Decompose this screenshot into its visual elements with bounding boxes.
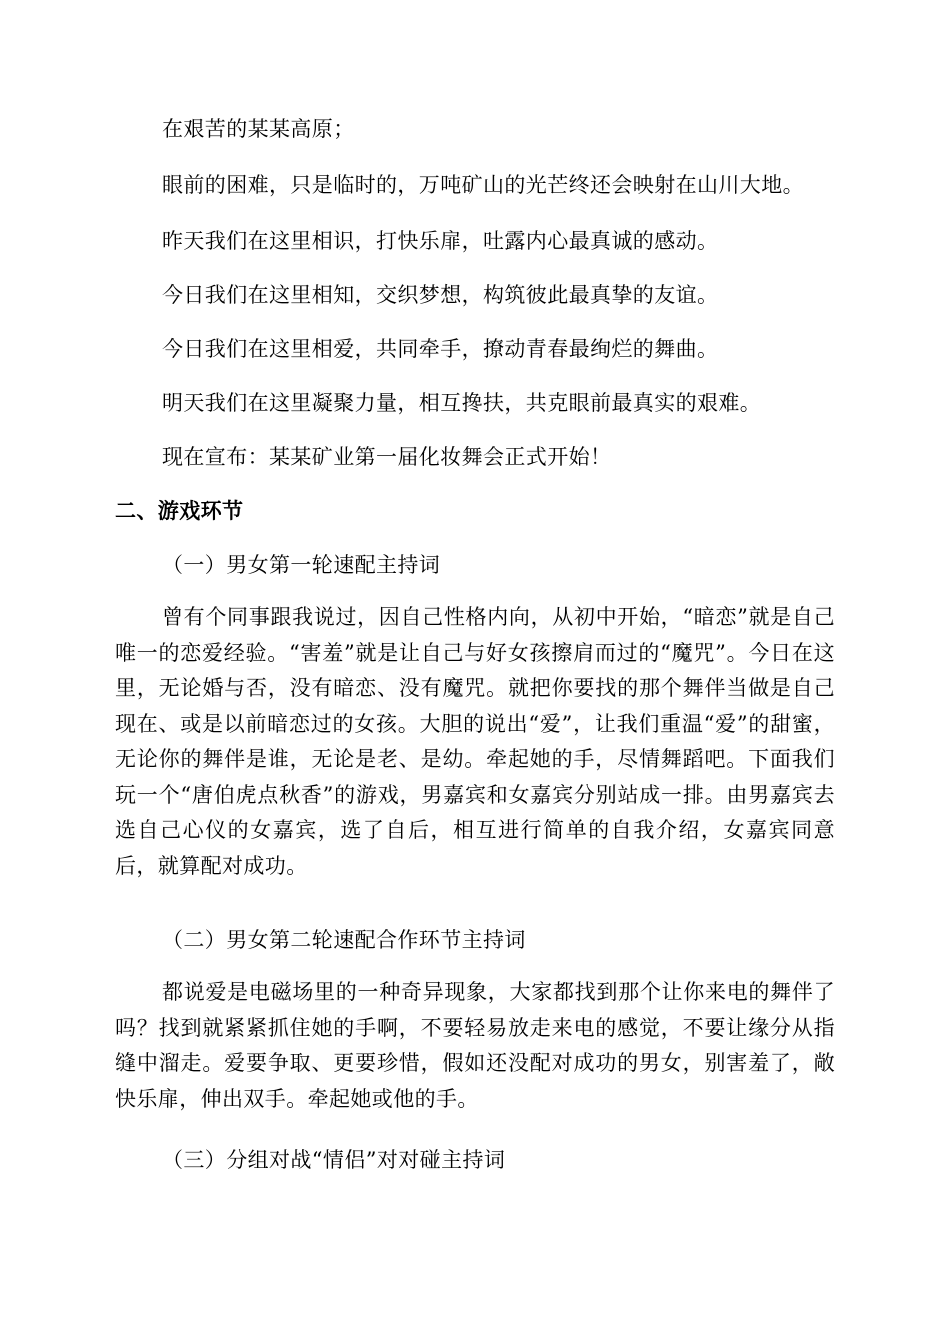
text-line-2: 眼前的困难，只是临时的，万吨矿山的光芒终还会映射在山川大地。: [162, 173, 804, 197]
text-line-1: 在艰苦的某某高原；: [162, 117, 355, 141]
paragraph-1: 曾有个同事跟我说过，因自己性格内向，从初中开始，“暗恋”就是自己唯一的恋爱经验。“害羞”就是让自己与好女孩擦肩而过的“魔咒”。今日在这里，无论婚与否，没有暗恋、没有魔咒。就把你要找的那个舞伴当做是自己现在、或是以前暗恋过的女孩。大胆的说出“爱”，让我们重温“爱”的甜蜜，无论你的舞伴是谁，无论是老、是幼。牵起她的手，尽情舞蹈吧。下面我们玩一个“唐伯虎点秋香”的游戏，男嘉宾和女嘉宾分别站成一排。由男嘉宾去选自己心仪的女嘉宾，选了自后，相互进行简单的自我介绍，女嘉宾同意后，就算配对成功。: [115, 605, 835, 878]
text-line-3: 昨天我们在这里相识，打快乐扉，吐露内心最真诚的感动。: [162, 229, 719, 253]
subsection-heading-1: （一）男女第一轮速配主持词: [162, 553, 441, 577]
text-line-7: 现在宣布：某某矿业第一届化妆舞会正式开始！: [162, 445, 612, 469]
section-heading: 二、游戏环节: [115, 499, 244, 523]
subsection-heading-3: （三）分组对战“情侣”对对碰主持词: [162, 1148, 506, 1172]
text-line-5: 今日我们在这里相爱，共同牵手，撩动青春最绚烂的舞曲。: [162, 337, 719, 361]
text-line-6: 明天我们在这里凝聚力量，相互搀扶，共克眼前最真实的艰难。: [162, 391, 762, 415]
text-line-4: 今日我们在这里相知，交织梦想，构筑彼此最真挚的友谊。: [162, 283, 719, 307]
subsection-heading-2: （二）男女第二轮速配合作环节主持词: [162, 928, 526, 952]
paragraph-2: 都说爱是电磁场里的一种奇异现象，大家都找到那个让你来电的舞伴了吗？找到就紧紧抓住她的手啊，不要轻易放走来电的感觉，不要让缘分从指缝中溜走。爱要争取、更要珍惜，假如还没配对成功的男女，别害羞了，敞快乐扉，伸出双手。牵起她或他的手。: [115, 980, 835, 1111]
